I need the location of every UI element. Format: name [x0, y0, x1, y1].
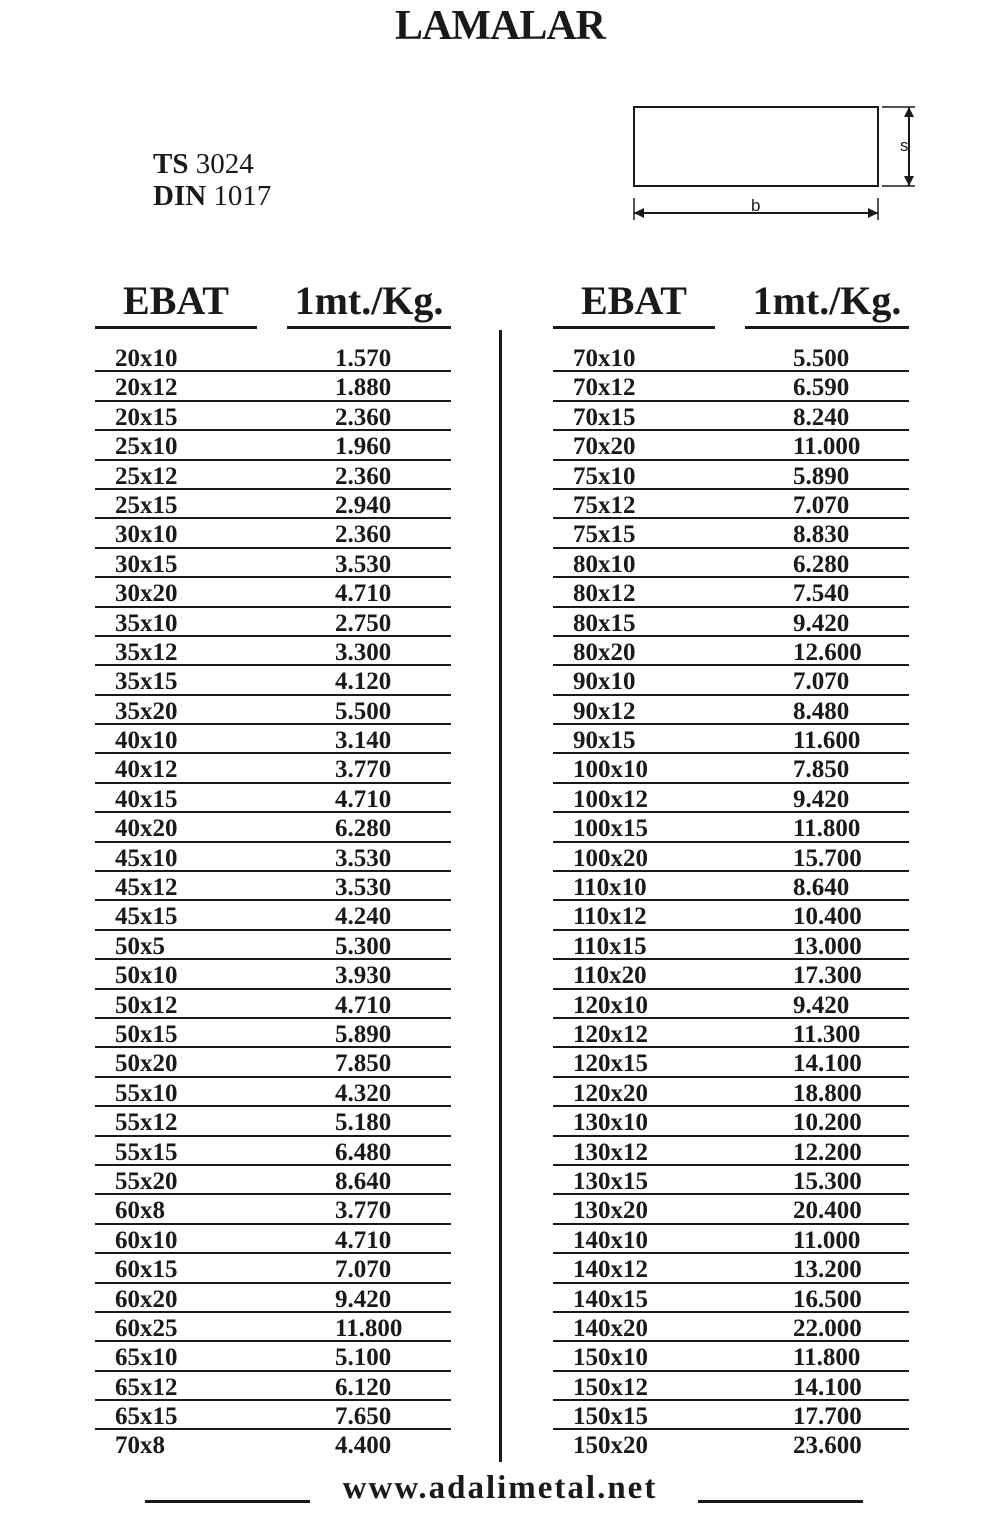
- size-cell: 110x12: [573, 903, 647, 931]
- weight-cell: 5.890: [793, 462, 850, 490]
- weight-cell: 18.800: [793, 1079, 862, 1107]
- size-cell: 90x15: [573, 727, 636, 755]
- size-cell: 70x15: [573, 403, 636, 431]
- size-cell: 100x20: [573, 844, 648, 872]
- table-row: [95, 431, 451, 460]
- size-cell: 100x10: [573, 756, 648, 784]
- weight-cell: 8.480: [793, 697, 850, 725]
- table-row: [553, 666, 909, 695]
- size-cell: 60x25: [115, 1314, 178, 1342]
- table-row: [95, 1225, 451, 1254]
- table-row: [95, 1342, 451, 1371]
- size-cell: 55x10: [115, 1079, 178, 1107]
- weight-cell: 2.360: [335, 403, 392, 431]
- weight-cell: 5.500: [335, 697, 392, 725]
- table-body: [553, 343, 909, 1460]
- weight-cell: 9.420: [793, 609, 850, 637]
- weight-cell: 11.800: [793, 1344, 861, 1372]
- weight-cell: 6.480: [335, 1138, 392, 1166]
- weight-cell: 5.180: [335, 1109, 392, 1137]
- weight-cell: 8.240: [793, 403, 850, 431]
- size-cell: 60x20: [115, 1285, 178, 1313]
- standard-number: 3024: [195, 148, 254, 180]
- size-cell: 140x10: [573, 1226, 648, 1254]
- table-row: [95, 754, 451, 783]
- weight-cell: 5.500: [793, 345, 850, 372]
- weight-cell: 7.070: [793, 668, 850, 696]
- table-row: [95, 813, 451, 842]
- size-cell: 60x10: [115, 1226, 178, 1254]
- table-row: [553, 490, 909, 519]
- size-cell: 25x10: [115, 433, 178, 461]
- weight-cell: 3.140: [335, 727, 392, 755]
- weight-cell: 11.000: [793, 433, 861, 461]
- size-cell: 140x15: [573, 1285, 648, 1313]
- weight-cell: 7.850: [793, 756, 850, 784]
- size-cell: 55x15: [115, 1138, 178, 1166]
- table-row: [95, 1254, 451, 1283]
- weight-cell: 11.300: [793, 1020, 861, 1048]
- table-row: [95, 1078, 451, 1107]
- weight-cell: 7.070: [335, 1256, 392, 1284]
- table-row: [553, 1137, 909, 1166]
- table-row: [553, 1313, 909, 1342]
- weight-cell: 12.600: [793, 638, 862, 666]
- size-cell: 120x10: [573, 991, 648, 1019]
- weight-cell: 4.400: [335, 1432, 392, 1460]
- weight-cell: 3.300: [335, 638, 392, 666]
- size-cell: 75x15: [573, 521, 636, 549]
- table-row: [553, 1225, 909, 1254]
- table-body: [95, 343, 451, 1460]
- weight-cell: 6.280: [793, 550, 850, 578]
- table-row: [553, 1284, 909, 1313]
- table-row: [553, 1166, 909, 1195]
- weight-cell: 11.800: [335, 1314, 403, 1342]
- table-row: [95, 725, 451, 754]
- weight-cell: 3.530: [335, 874, 392, 902]
- weight-cell: 5.100: [335, 1344, 392, 1372]
- weight-cell: 17.700: [793, 1403, 862, 1431]
- website-url[interactable]: www.adalimetal.net: [342, 1470, 658, 1506]
- weight-cell: 1.570: [335, 345, 392, 372]
- width-label: b: [751, 196, 761, 215]
- footer-rule-right: [698, 1500, 863, 1503]
- size-cell: 130x20: [573, 1197, 648, 1225]
- weight-cell: 3.770: [335, 1197, 392, 1225]
- table-row: [95, 843, 451, 872]
- weight-cell: 9.420: [335, 1285, 392, 1313]
- size-cell: 45x15: [115, 903, 178, 931]
- table-row: [553, 1019, 909, 1048]
- size-cell: 35x10: [115, 609, 178, 637]
- weight-cell: 7.070: [793, 491, 850, 519]
- weight-cell: 11.000: [793, 1226, 861, 1254]
- weight-cell: 4.710: [335, 580, 392, 608]
- size-cell: 110x15: [573, 932, 647, 960]
- table-row: [95, 461, 451, 490]
- weight-cell: 4.710: [335, 991, 392, 1019]
- table-row: [553, 461, 909, 490]
- weight-cell: 15.300: [793, 1167, 862, 1195]
- table-row: [553, 372, 909, 401]
- weight-cell: 13.200: [793, 1256, 862, 1284]
- weight-cell: 7.650: [335, 1403, 392, 1431]
- size-cell: 60x15: [115, 1256, 178, 1284]
- size-cell: 50x15: [115, 1020, 178, 1048]
- size-cell: 65x15: [115, 1403, 178, 1431]
- size-cell: 140x20: [573, 1314, 648, 1342]
- size-cell: 25x15: [115, 491, 178, 519]
- table-row: [95, 578, 451, 607]
- size-cell: 50x5: [115, 932, 165, 960]
- size-cell: 55x12: [115, 1109, 178, 1137]
- table-row: [95, 1372, 451, 1401]
- weight-cell: 9.420: [793, 785, 850, 813]
- weight-cell: 4.120: [335, 668, 392, 696]
- weight-cell: 1.880: [335, 374, 392, 402]
- size-cell: 35x20: [115, 697, 178, 725]
- table-row: [95, 666, 451, 695]
- weight-cell: 6.590: [793, 374, 850, 402]
- weight-cell: 16.500: [793, 1285, 862, 1313]
- table-row: [553, 1401, 909, 1430]
- weight-cell: 20.400: [793, 1197, 862, 1225]
- table-row: [553, 578, 909, 607]
- table-row: [95, 872, 451, 901]
- table-row: [553, 813, 909, 842]
- table-row: [553, 901, 909, 930]
- weight-cell: 3.530: [335, 550, 392, 578]
- weight-header: 1mt./Kg.: [287, 278, 451, 329]
- size-cell: 40x20: [115, 815, 178, 843]
- table-row: [553, 1107, 909, 1136]
- weight-cell: 23.600: [793, 1432, 862, 1460]
- table-row: [95, 1313, 451, 1342]
- table-row: [95, 372, 451, 401]
- weight-cell: 15.700: [793, 844, 862, 872]
- weight-cell: 4.240: [335, 903, 392, 931]
- size-cell: 50x20: [115, 1050, 178, 1078]
- size-cell: 120x20: [573, 1079, 648, 1107]
- weight-cell: 10.200: [793, 1109, 862, 1137]
- table-row: [553, 1430, 909, 1459]
- table-row: [553, 725, 909, 754]
- table-row: [95, 1166, 451, 1195]
- weight-cell: 9.420: [793, 991, 850, 1019]
- table-row: [553, 1078, 909, 1107]
- weight-cell: 7.540: [793, 580, 850, 608]
- weight-cell: 4.710: [335, 1226, 392, 1254]
- size-cell: 90x10: [573, 668, 636, 696]
- column-divider: [499, 330, 502, 1462]
- table-row: [95, 343, 451, 372]
- weight-cell: 11.600: [793, 727, 861, 755]
- table-row: [95, 696, 451, 725]
- table-row: [95, 1401, 451, 1430]
- table-row: [553, 784, 909, 813]
- table-row: [553, 960, 909, 989]
- right-table: [553, 278, 911, 1460]
- size-cell: 110x20: [573, 962, 647, 990]
- size-cell: 80x10: [573, 550, 636, 578]
- standard-number: 1017: [213, 180, 272, 212]
- size-cell: 50x10: [115, 962, 178, 990]
- weight-cell: 6.280: [335, 815, 392, 843]
- size-cell: 130x12: [573, 1138, 648, 1166]
- table-row: [95, 1107, 451, 1136]
- table-row: [553, 754, 909, 783]
- table-row: [553, 1254, 909, 1283]
- table-row: [95, 1195, 451, 1224]
- size-cell: 60x8: [115, 1197, 165, 1225]
- weight-cell: 5.300: [335, 932, 392, 960]
- weight-cell: 1.960: [335, 433, 392, 461]
- size-cell: 35x15: [115, 668, 178, 696]
- size-cell: 140x12: [573, 1256, 648, 1284]
- size-cell: 65x10: [115, 1344, 178, 1372]
- left-table: [95, 278, 453, 1460]
- weight-cell: 7.850: [335, 1050, 392, 1078]
- weight-cell: 3.530: [335, 844, 392, 872]
- size-cell: 40x12: [115, 756, 178, 784]
- weight-cell: 4.710: [335, 785, 392, 813]
- table-row: [95, 1019, 451, 1048]
- flat-bar-cross-section-diagram: [620, 100, 930, 230]
- weight-cell: 13.000: [793, 932, 862, 960]
- weight-cell: 14.100: [793, 1373, 862, 1401]
- size-cell: 110x10: [573, 874, 647, 902]
- table-row: [95, 519, 451, 548]
- size-cell: 50x12: [115, 991, 178, 1019]
- table-row: [553, 1048, 909, 1077]
- size-cell: 70x20: [573, 433, 636, 461]
- size-cell: 20x12: [115, 374, 178, 402]
- size-cell: 25x12: [115, 462, 178, 490]
- weight-cell: 4.320: [335, 1079, 392, 1107]
- size-cell: 75x10: [573, 462, 636, 490]
- table-row: [553, 931, 909, 960]
- size-cell: 45x10: [115, 844, 178, 872]
- size-cell: 150x10: [573, 1344, 648, 1372]
- size-cell: 130x15: [573, 1167, 648, 1195]
- size-cell: 40x10: [115, 727, 178, 755]
- table-row: [95, 608, 451, 637]
- size-cell: 35x12: [115, 638, 178, 666]
- size-cell: 20x15: [115, 403, 178, 431]
- table-row: [95, 1284, 451, 1313]
- weight-cell: 8.830: [793, 521, 850, 549]
- size-cell: 70x8: [115, 1432, 165, 1460]
- table-row: [95, 1430, 451, 1459]
- page-title: LAMALAR: [395, 3, 605, 49]
- weight-cell: 12.200: [793, 1138, 862, 1166]
- table-row: [553, 843, 909, 872]
- footer: [0, 1470, 1000, 1510]
- table-row: [553, 637, 909, 666]
- size-cell: 120x12: [573, 1020, 648, 1048]
- table-row: [95, 1137, 451, 1166]
- thickness-label: s: [900, 136, 909, 155]
- weight-cell: 10.400: [793, 903, 862, 931]
- standard-ts: [153, 148, 254, 180]
- size-cell: 130x10: [573, 1109, 648, 1137]
- size-cell: 90x12: [573, 697, 636, 725]
- table-row: [95, 990, 451, 1019]
- table-row: [553, 1342, 909, 1371]
- weight-cell: 3.770: [335, 756, 392, 784]
- weight-cell: 14.100: [793, 1050, 862, 1078]
- size-cell: 45x12: [115, 874, 178, 902]
- weight-cell: 6.120: [335, 1373, 392, 1401]
- table-row: [95, 637, 451, 666]
- size-cell: 80x15: [573, 609, 636, 637]
- table-row: [95, 549, 451, 578]
- size-header: EBAT: [95, 278, 257, 329]
- size-cell: 120x15: [573, 1050, 648, 1078]
- size-cell: 150x15: [573, 1403, 648, 1431]
- weight-header: 1mt./Kg.: [745, 278, 909, 329]
- table-row: [95, 960, 451, 989]
- weight-cell: 2.360: [335, 462, 392, 490]
- table-row: [553, 696, 909, 725]
- table-row: [95, 901, 451, 930]
- weight-cell: 2.360: [335, 521, 392, 549]
- standard-code: TS: [153, 148, 189, 180]
- weight-cell: 11.800: [793, 815, 861, 843]
- weight-cell: 5.890: [335, 1020, 392, 1048]
- size-cell: 80x20: [573, 638, 636, 666]
- size-cell: 20x10: [115, 345, 178, 372]
- table-row: [95, 784, 451, 813]
- table-row: [553, 872, 909, 901]
- table-header: [553, 278, 911, 332]
- table-row: [553, 402, 909, 431]
- weight-cell: 3.930: [335, 962, 392, 990]
- table-row: [553, 519, 909, 548]
- table-row: [95, 490, 451, 519]
- weight-cell: 17.300: [793, 962, 862, 990]
- size-cell: 30x20: [115, 580, 178, 608]
- standard-code: DIN: [153, 180, 207, 212]
- table-row: [553, 1195, 909, 1224]
- table-row: [95, 1048, 451, 1077]
- weight-cell: 2.940: [335, 491, 392, 519]
- size-cell: 70x12: [573, 374, 636, 402]
- size-cell: 55x20: [115, 1167, 178, 1195]
- table-row: [553, 431, 909, 460]
- size-cell: 70x10: [573, 345, 636, 372]
- size-header: EBAT: [553, 278, 715, 329]
- standard-din: [153, 180, 271, 212]
- table-row: [553, 1372, 909, 1401]
- weight-cell: 2.750: [335, 609, 392, 637]
- size-cell: 150x20: [573, 1432, 648, 1460]
- size-cell: 30x15: [115, 550, 178, 578]
- table-row: [553, 608, 909, 637]
- size-cell: 65x12: [115, 1373, 178, 1401]
- size-cell: 150x12: [573, 1373, 648, 1401]
- table-row: [553, 990, 909, 1019]
- table-row: [553, 343, 909, 372]
- table-row: [95, 931, 451, 960]
- size-cell: 75x12: [573, 491, 636, 519]
- table-row: [553, 549, 909, 578]
- weight-cell: 8.640: [793, 874, 850, 902]
- table-header: [95, 278, 453, 332]
- size-cell: 30x10: [115, 521, 178, 549]
- size-cell: 80x12: [573, 580, 636, 608]
- table-row: [95, 402, 451, 431]
- weight-cell: 8.640: [335, 1167, 392, 1195]
- size-cell: 100x15: [573, 815, 648, 843]
- weight-cell: 22.000: [793, 1314, 862, 1342]
- size-cell: 40x15: [115, 785, 178, 813]
- size-cell: 100x12: [573, 785, 648, 813]
